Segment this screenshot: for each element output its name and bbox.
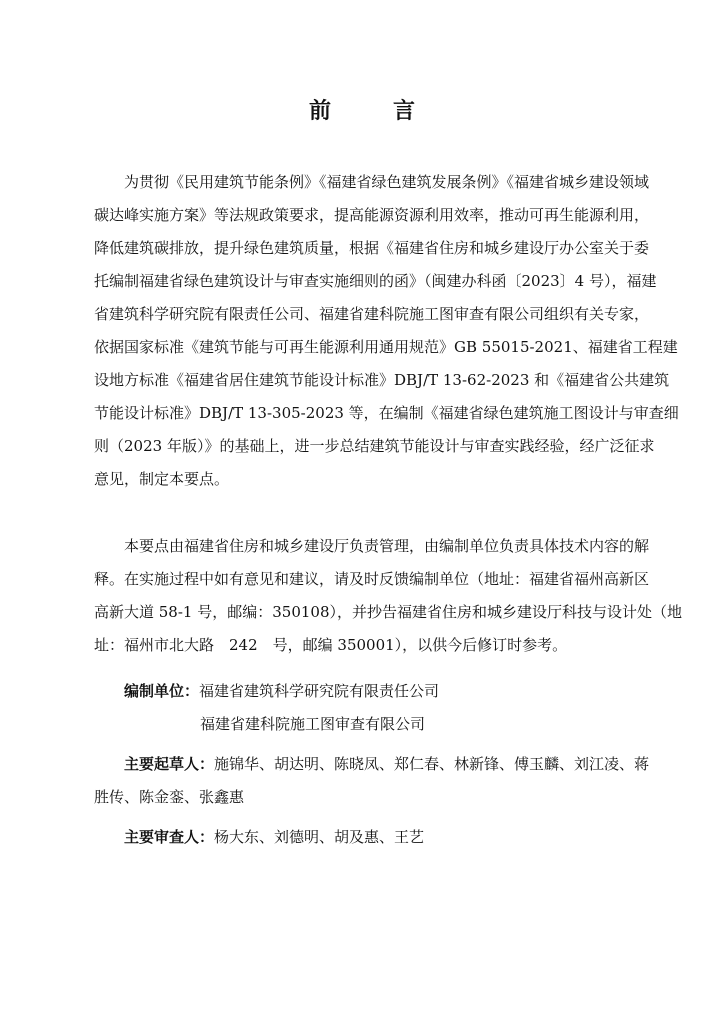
compiler-unit-2: 福建省建科院施工图审查有限公司	[200, 715, 426, 733]
drafters-names-line-1: 施锦华、胡达明、陈晓凤、郑仁春、林新锋、傅玉麟、刘江凌、蒋	[214, 755, 650, 773]
drafters-label: 主要起草人：	[124, 755, 215, 773]
drafters-names-line-2: 胜传、陈金銮、张鑫惠	[94, 788, 245, 806]
paragraph-1-line-8: 节能设计标准》DBJ/T 13-305-2023 等，在编制《福建省绿色建筑施工图设计与审查细	[94, 404, 679, 422]
paragraph-1-line-9: 则（2023 年版）》的基础上，进一步总结建筑节能设计与审查实践经验，经广泛征求	[94, 437, 655, 455]
paragraph-1-line-4: 托编制福建省绿色建筑设计与审查实施细则的函》（闽建办科函〔2023〕4 号），福建	[94, 272, 657, 290]
paragraph-2-line-3: 高新大道 58-1 号，邮编：350108），并抄告福建省住房和城乡建设厅科技与设计处（地	[94, 603, 682, 621]
paragraph-2-line-4: 址：福州市北大路 242 号，邮编 350001），以供今后修订时参考。	[94, 636, 568, 654]
reviewers-row	[124, 825, 424, 849]
reviewers-label: 主要审查人：	[124, 828, 215, 846]
paragraph-1-line-2: 碳达峰实施方案》等法规政策要求，提高能源资源利用效率，推动可再生能源利用，	[94, 206, 650, 224]
paragraph-1-line-3: 降低建筑碳排放，提升绿色建筑质量，根据《福建省住房和城乡建设厅办公室关于委	[94, 239, 650, 257]
paragraph-2-line-2: 释。在实施过程中如有意见和建议，请及时反馈编制单位（地址：福建省福州高新区	[94, 570, 650, 588]
reviewers-names: 杨大东、刘德明、胡及惠、王艺	[214, 828, 425, 846]
page-title: 前 言	[308, 99, 435, 124]
compiler-unit-1: 福建省建筑科学研究院有限责任公司	[199, 682, 440, 700]
compiler-row	[124, 679, 439, 703]
paragraph-2-line-1: 本要点由福建省住房和城乡建设厅负责管理，由编制单位负责具体技术内容的解	[124, 537, 650, 555]
paragraph-1-line-6: 依据国家标准《建筑节能与可再生能源利用通用规范》GB 55015-2021、福建省工程建	[94, 338, 678, 356]
compiler-label: 编制单位：	[124, 682, 200, 700]
paragraph-1-line-5: 省建筑科学研究院有限责任公司、福建省建科院施工图审查有限公司组织有关专家，	[94, 305, 650, 323]
drafters-row	[124, 752, 650, 776]
paragraph-1-line-1: 为贯彻《民用建筑节能条例》《福建省绿色建筑发展条例》《福建省城乡建设领域	[124, 173, 650, 191]
paragraph-1-line-10: 意见，制定本要点。	[94, 470, 230, 488]
paragraph-1-line-7: 设地方标准《福建省居住建筑节能设计标准》DBJ/T 13-62-2023 和《福建省公共建筑	[94, 371, 670, 389]
